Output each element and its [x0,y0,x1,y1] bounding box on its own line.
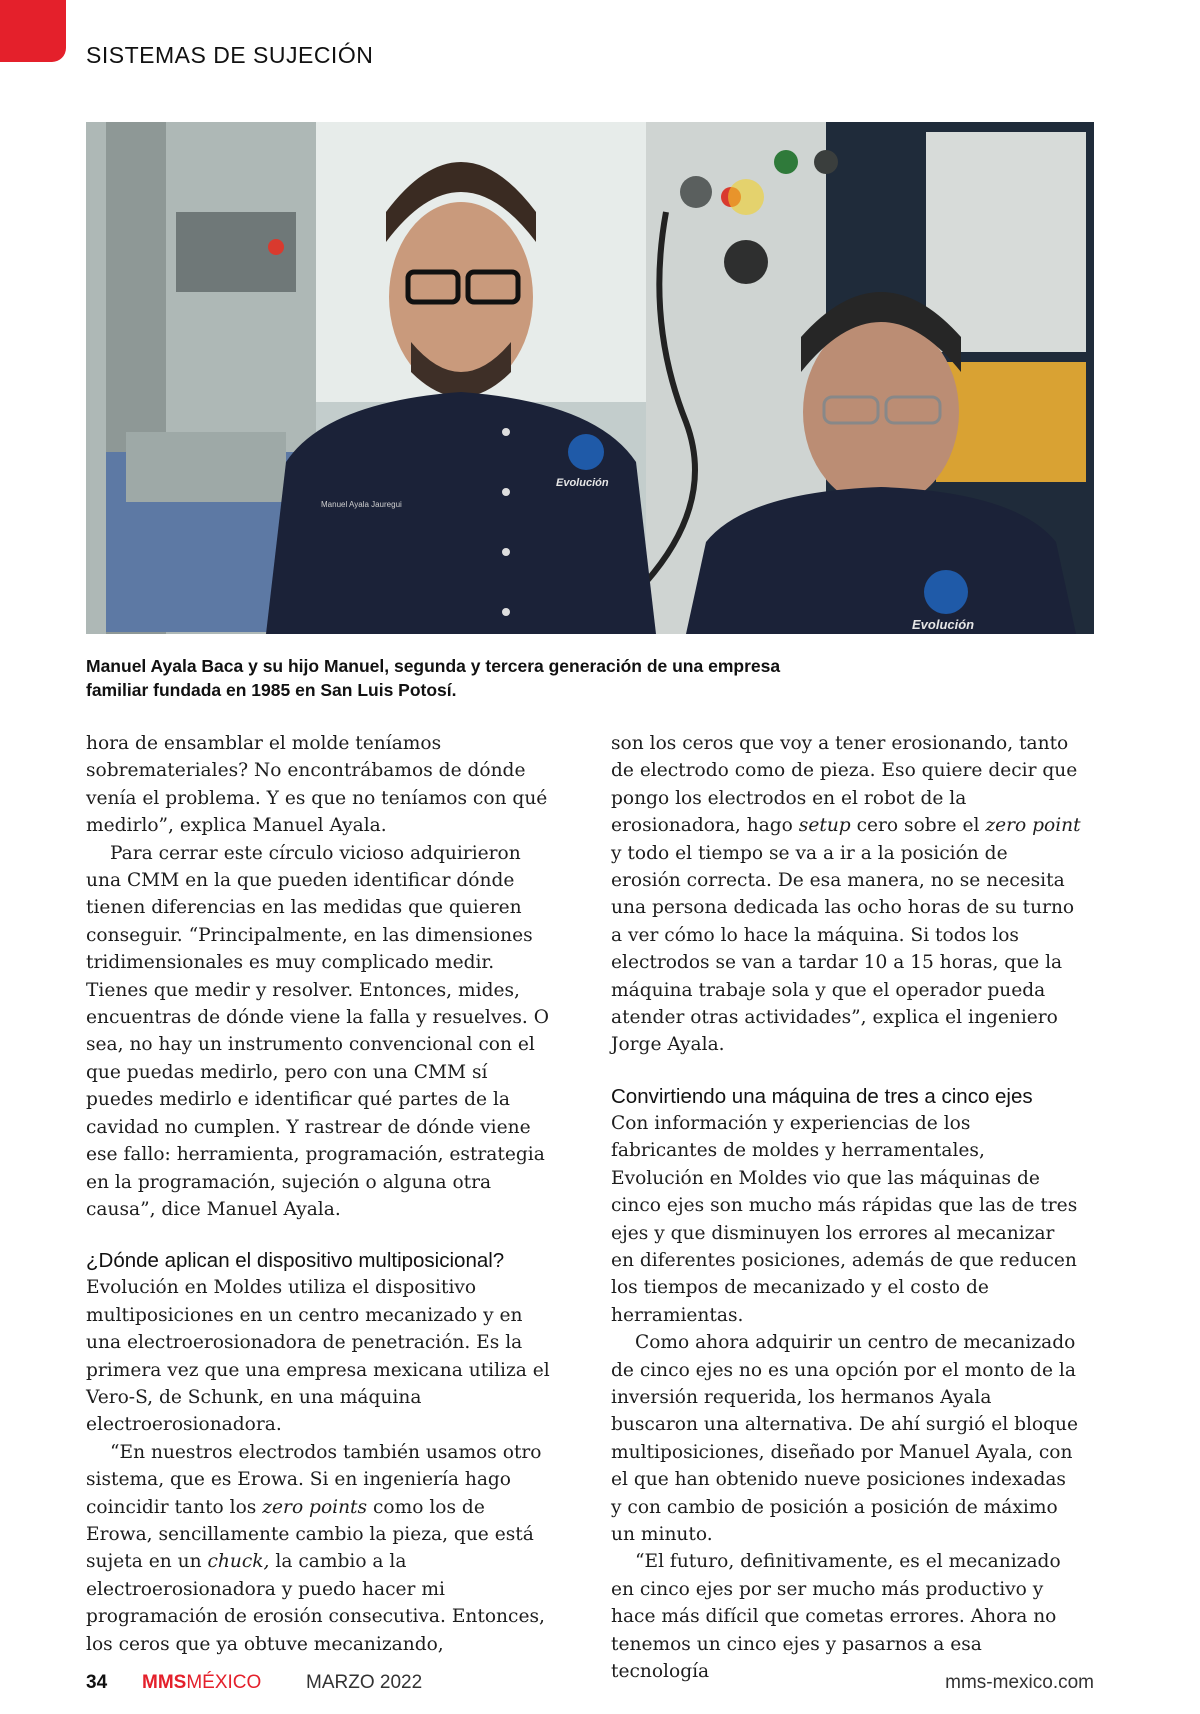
section-color-tab [0,0,66,62]
article-column-right [611,730,1081,1685]
issue-date: MARZO 2022 [306,1672,423,1693]
emphasis: zero point [985,815,1081,837]
photo-caption: Manuel Ayala Baca y su hijo Manuel, segunda y tercera generación de una empresa familiar fundada en 1985 en San Luis Potosí. [86,656,781,700]
article-photo [86,122,1094,634]
emphasis: zero points [262,1496,368,1518]
emphasis: setup [798,815,851,837]
paragraph: son los ceros que voy a tener erosionando, tanto de electrodo como de pieza. Eso quiere decir que pongo los electrodos en el robot de la erosionadora, hago setup cero sobre el zero point y todo el tiempo se va a ir a la posición de erosión correcta. De esa manera, no se necesita una persona dedicada las ocho horas de su turno a ver cómo lo hace la máquina. Si todos los electrodos se van a tardar 10 a 15 horas, que la máquina trabaje sola y que el operador pueda atender otras actividades”, explica el ingeniero Jorge Ayala. [611,733,1081,1056]
page-footer [86,1672,1094,1696]
paragraph: “En nuestros electrodos también usamos otro sistema, que es Erowa. Si en ingeniería hago coincidir tanto los zero points como los de Erowa, sencillamente cambio la pieza, que está sujeta en un chuck, la cambio a la electroerosionadora y puedo hacer mi programación de erosión consecutiva. Entonces, los ceros que ya obtuve mecanizando, [86,1441,545,1655]
photo-logo-right: Evolución [912,617,975,632]
magazine-brand: MMS MÉXICO [142,1672,262,1693]
paragraph: Como ahora adquirir un centro de mecanizado de cinco ejes no es una opción por el monto de la inversión requerida, los hermanos Ayala buscaron una alternativa. De ahí surgió el bloque multiposiciones, diseñado por Manuel Ayala, con el que han obtenido nueve posiciones indexadas y con cambio de posición a posición de máximo un minuto. [611,1332,1079,1545]
photo-logo-left: Evolución [556,477,609,489]
section-heading: ¿Dónde aplican el dispositivo multiposicional? [86,1249,505,1273]
page-number: 34 [86,1672,108,1693]
paragraph: Evolución en Moldes utiliza el dispositivo multiposiciones en un centro mecanizado y en una electroerosionadora de penetración. Es la primera vez que una empresa mexicana utiliza el Vero-S, de Schunk, en una máquina electroerosionadora. [86,1277,550,1436]
section-label: SISTEMAS DE SUJECIÓN [86,42,374,68]
emphasis: chuck, [207,1551,270,1573]
paragraph: hora de ensamblar el molde teníamos sobremateriales? No encontrábamos de dónde venía el problema. Y es que no teníamos con qué medirlo”, explica Manuel Ayala. [86,733,548,837]
paragraph: Para cerrar este círculo vicioso adquirieron una CMM en la que pueden identificar dónde tienen diferencias en las medidas que quieren conseguir. “Principalmente, en las dimensiones tridimensionales es muy complicado medir. Tienes que medir y resolver. Entonces, mides, encuentras de dónde viene la falla y resuelves. O sea, no hay un instrumento convencional con el que puedas medirlo, pero con una CMM sí puedes medirlo e identificar qué partes de la cavidad no cumplen. Y rastrear de dónde viene ese fallo: herramienta, programación, estrategia en la programación, sujeción o alguna otra causa”, dice Manuel Ayala. [86,842,549,1220]
paragraph: Con información y experiencias de los fabricantes de moldes y herramentales, Evolución en Moldes vio que las máquinas de cinco ejes son mucho más rápidas que las de tres ejes y que disminuyen los errores al mecanizar en diferentes posiciones, además de que reducen los tiempos de mecanizado y el costo de herramientas. [611,1112,1078,1326]
article-column-left [86,730,556,1658]
photo-badge-text: Manuel Ayala Jauregui [321,500,402,509]
website-link[interactable]: mms-mexico.com [945,1672,1094,1693]
paragraph: “El futuro, definitivamente, es el mecanizado en cinco ejes por ser mucho más productivo y hace más difícil que cometas errores. Ahora no tenemos un cinco ejes y pasarnos a esa tecnología [611,1551,1061,1682]
section-heading: Convirtiendo una máquina de tres a cinco ejes [611,1084,1033,1108]
